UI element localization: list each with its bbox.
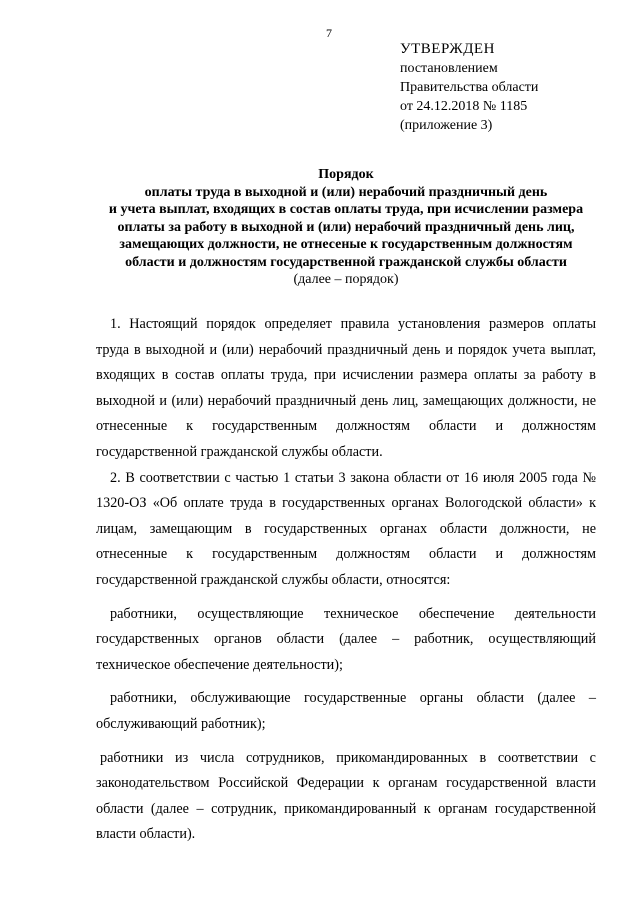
paragraph-item-3: работники из числа сотрудников, прикомандированных в соответствии с законодательством Российской Федерации к органам государственной власти области (далее – сотрудник, прикомандированный к органам государственной власти области). xyxy=(96,749,596,843)
paragraph-item-1: работники, осуществляющие техническое обеспечение деятельности государственных органов области (далее – работник, осуществляющий техническое обеспечение деятельности); xyxy=(96,605,596,673)
approval-line: (приложение 3) xyxy=(400,118,493,133)
document-body xyxy=(96,312,596,848)
approval-stamp xyxy=(400,40,538,135)
document-title xyxy=(96,166,596,289)
paragraph-2: 2. В соответствии с частью 1 статьи 3 закона области от 16 июля 2005 года № 1320-ОЗ «Об оплате труда в государственных органах Вологодской области» к лицам, замещающим в государственных органах области должности, не отнесенные к государственным должностям области и должностям государственной гражданской службы области, относятся: xyxy=(96,469,596,588)
title-heading: Порядок xyxy=(318,167,374,182)
approval-line: постановлением xyxy=(400,61,498,76)
title-note: (далее – порядок) xyxy=(293,272,399,287)
paragraph-1: 1. Настоящий порядок определяет правила установления размеров оплаты труда в выходной и (или) нерабочий праздничный день и порядок учета выплат, входящих в состав оплаты труда, при исчислении размера оплаты за работу в выходной и (или) нерабочий праздничный день лиц, замещающих должности, не отнесенные к государственным должностям области и должностям государственной гражданской службы области. xyxy=(96,316,596,460)
page-number: 7 xyxy=(326,26,332,40)
approval-line: Правительства области xyxy=(400,80,539,95)
approval-heading: УТВЕРЖДЕН xyxy=(400,41,495,57)
title-line: оплаты труда в выходной и (или) нерабочий праздничный день xyxy=(144,184,548,200)
title-line: и учета выплат, входящих в состав оплаты труда, при исчислении размера оплаты за работу в выходной и (или) нерабочий праздничный день лиц, замещающих должности, не отнесеные к государственным должностям области и должностям государственной гражданской службы области xyxy=(108,202,584,270)
approval-date: от 24.12.2018 № 1185 xyxy=(400,99,528,114)
paragraph-item-2: работники, обслуживающие государственные органы области (далее – обслуживающий работник); xyxy=(96,690,596,732)
